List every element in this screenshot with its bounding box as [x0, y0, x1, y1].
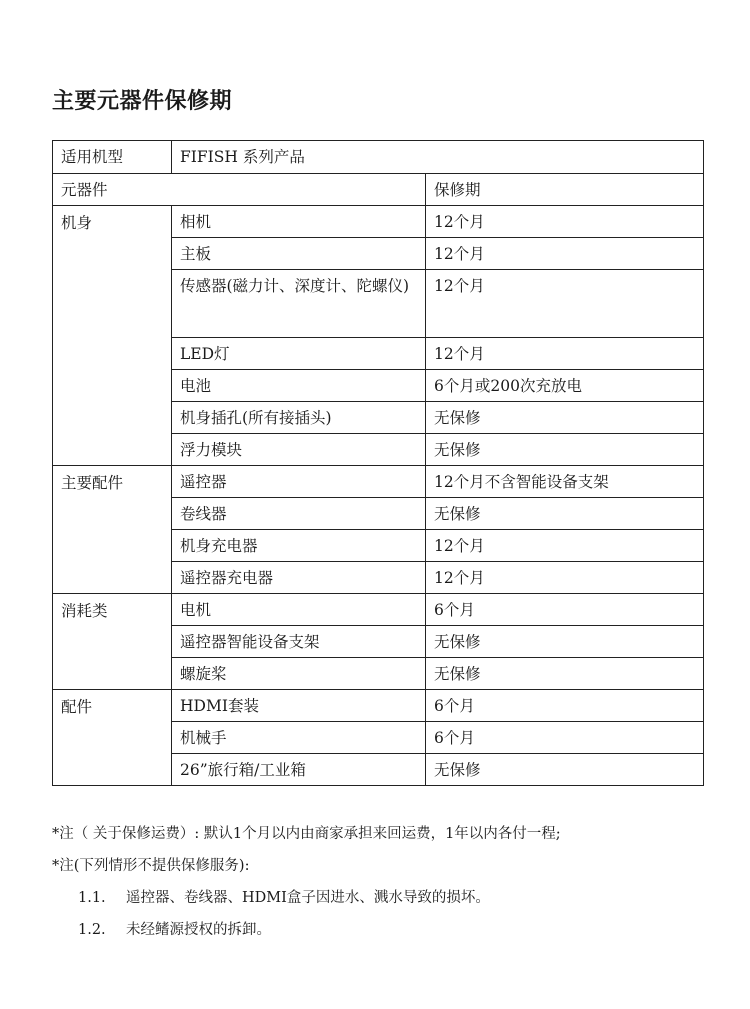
period-cell: 无保修	[426, 498, 704, 530]
period-cell: 6个月或200次充放电	[426, 370, 704, 402]
warranty-header: 保修期	[426, 174, 704, 206]
group-name-consumables: 消耗类	[53, 594, 172, 690]
period-cell: 无保修	[426, 658, 704, 690]
part-cell: 机械手	[172, 722, 426, 754]
table-row	[53, 690, 704, 722]
group-name-accessories: 配件	[53, 690, 172, 786]
period-cell: 6个月	[426, 690, 704, 722]
table-row	[53, 206, 704, 238]
part-cell: 遥控器智能设备支架	[172, 626, 426, 658]
table-row-model	[53, 141, 704, 174]
table-row	[53, 466, 704, 498]
note-shipping: *注（ 关于保修运费）: 默认1个月以内由商家承担来回运费，1年以内各付一程;	[52, 826, 561, 842]
period-cell: 无保修	[426, 754, 704, 786]
part-cell: 遥控器	[172, 466, 426, 498]
part-cell: 机身插孔(所有接插头)	[172, 402, 426, 434]
exclusion-number: 1.2.	[78, 922, 106, 938]
period-cell: 12个月	[426, 338, 704, 370]
page-title: 主要元器件保修期	[52, 88, 233, 114]
part-cell: 电机	[172, 594, 426, 626]
table-header-row	[53, 174, 704, 206]
period-cell: 无保修	[426, 402, 704, 434]
component-header: 元器件	[53, 174, 426, 206]
table-row	[53, 594, 704, 626]
part-cell: 螺旋桨	[172, 658, 426, 690]
warranty-table	[52, 140, 704, 786]
period-cell: 12个月	[426, 238, 704, 270]
period-cell: 12个月不含智能设备支架	[426, 466, 704, 498]
exclusion-item	[52, 882, 561, 914]
part-cell: 26”旅行箱/工业箱	[172, 754, 426, 786]
period-cell: 6个月	[426, 722, 704, 754]
part-cell: 浮力模块	[172, 434, 426, 466]
part-cell: LED灯	[172, 338, 426, 370]
group-name-main-accessories: 主要配件	[53, 466, 172, 594]
period-cell: 无保修	[426, 626, 704, 658]
model-label: 适用机型	[53, 141, 172, 174]
period-cell: 12个月	[426, 270, 704, 338]
part-cell: 机身充电器	[172, 530, 426, 562]
part-cell: 卷线器	[172, 498, 426, 530]
period-cell: 12个月	[426, 530, 704, 562]
exclusion-number: 1.1.	[78, 890, 106, 906]
period-cell: 12个月	[426, 206, 704, 238]
model-value: FIFISH 系列产品	[172, 141, 704, 174]
notes-section	[52, 818, 561, 946]
part-cell: 遥控器充电器	[172, 562, 426, 594]
part-cell: 相机	[172, 206, 426, 238]
exclusion-item	[52, 914, 561, 946]
exclusion-text: 未经鳍源授权的拆卸。	[126, 922, 271, 938]
note-exclusions: *注(下列情形不提供保修服务):	[52, 858, 250, 874]
group-name-body: 机身	[53, 206, 172, 466]
part-cell: HDMI套装	[172, 690, 426, 722]
period-cell: 6个月	[426, 594, 704, 626]
part-cell: 电池	[172, 370, 426, 402]
period-cell: 12个月	[426, 562, 704, 594]
part-cell: 传感器(磁力计、深度计、陀螺仪)	[172, 270, 426, 338]
part-cell: 主板	[172, 238, 426, 270]
period-cell: 无保修	[426, 434, 704, 466]
exclusion-text: 遥控器、卷线器、HDMI盒子因进水、溅水导致的损坏。	[126, 890, 490, 906]
